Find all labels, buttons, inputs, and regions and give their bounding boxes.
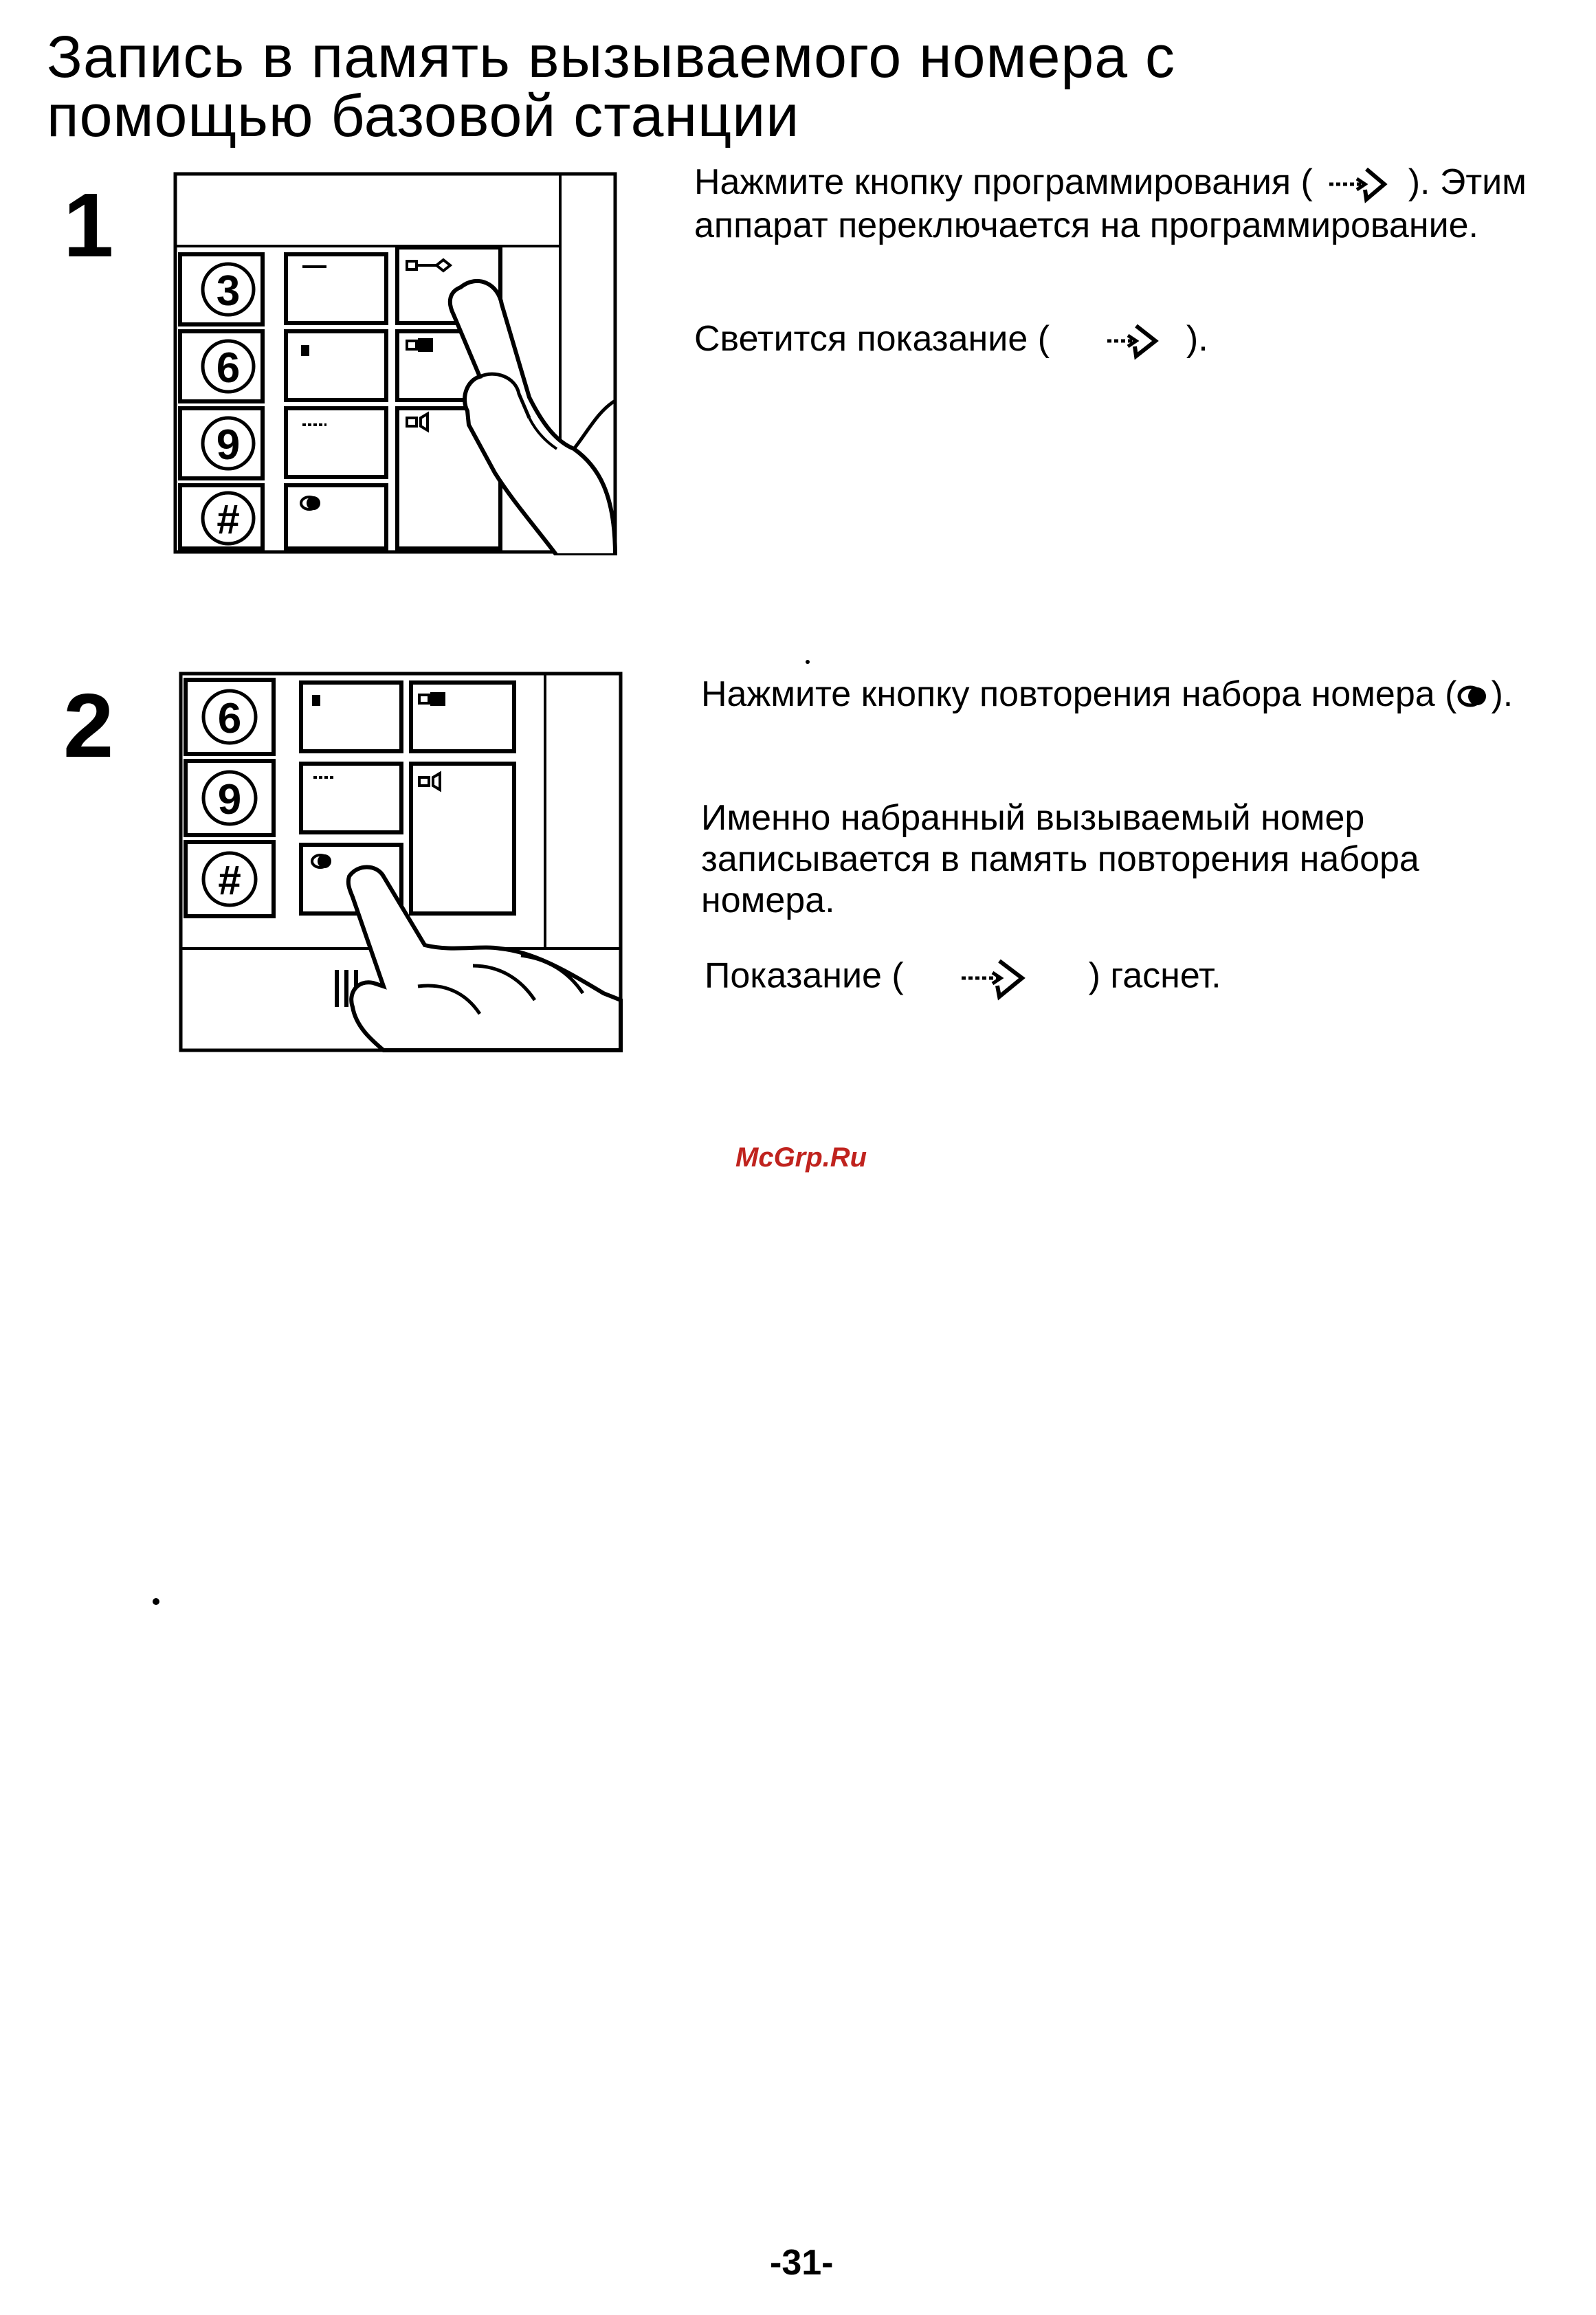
program-arrow-icon: [1322, 164, 1398, 205]
pointing-hand: [450, 281, 615, 555]
key-icons: [301, 260, 450, 509]
program-arrow-icon: [1059, 320, 1176, 362]
title-line-2: помощью базовой станции: [47, 83, 800, 149]
key-9: 9: [216, 421, 241, 469]
step-1-paragraph-2: Светится показание ( ).: [694, 318, 1547, 362]
step-1-illustration: [172, 170, 619, 555]
scan-dot: [153, 1598, 159, 1605]
page-number: -31-: [770, 2243, 834, 2283]
step-2-number: 2: [63, 675, 114, 776]
step-2-paragraph-1: Нажмите кнопку повторения набора номера ( ).: [701, 674, 1514, 714]
key-3: 3: [216, 267, 241, 315]
key-9: 9: [217, 776, 242, 823]
pointing-hand: [348, 867, 621, 1051]
watermark: McGrp.Ru: [735, 1142, 867, 1173]
redial-icon: [1456, 681, 1491, 711]
title-line-1: Запись в память вызываемого номера с: [47, 24, 1175, 90]
step-1-paragraph-1: Нажмите кнопку программирования ( ). Этим аппарат переключается на программирование.: [694, 162, 1527, 246]
page-title: [47, 24, 1525, 149]
key-6: 6: [216, 344, 241, 392]
key-6: 6: [217, 695, 242, 742]
step-2-illustration: [177, 670, 624, 1055]
key-hash: #: [217, 496, 240, 542]
step-2-paragraph-3: Показание ( ) гаснет.: [705, 954, 1557, 1002]
step-1-number: 1: [63, 175, 114, 276]
scan-dot: [806, 660, 810, 664]
program-arrow-icon: [913, 954, 1078, 1002]
key-hash: #: [218, 857, 241, 903]
step-2-paragraph-2: Именно набранный вызываемый номер записывается в память повторения набора номера.: [701, 798, 1419, 920]
